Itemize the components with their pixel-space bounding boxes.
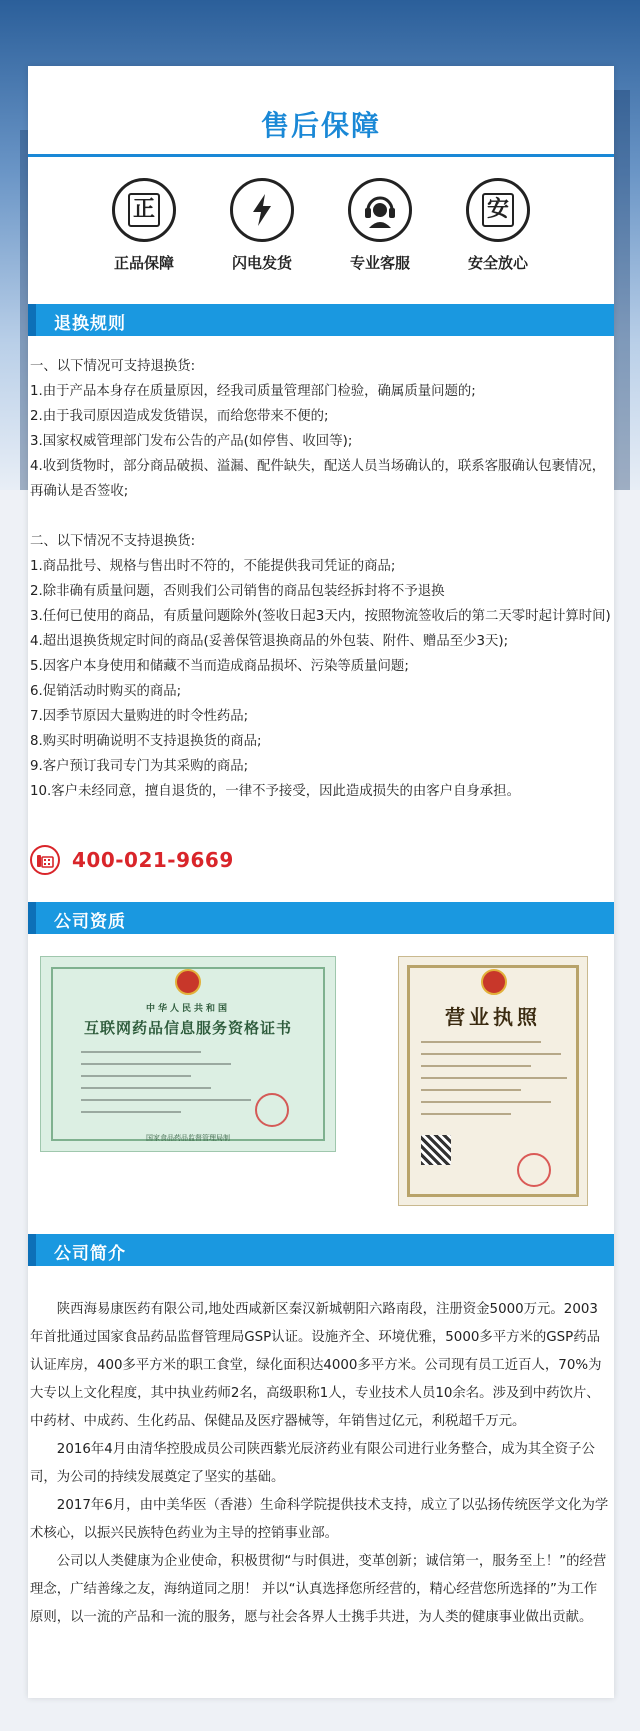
rule-item: 3.国家权威管理部门发布公告的产品(如停售、收回等); [30, 434, 353, 449]
rule-item: 2.由于我司原因造成发货错误，而给您带来不便的; [30, 409, 329, 424]
section-header-returns: 退换规则 [28, 304, 614, 336]
company-intro [30, 1296, 610, 1632]
national-emblem [175, 969, 201, 995]
cert-issuer: 国家食品药品监督管理局制 [146, 1134, 230, 1142]
section-header-intro: 公司简介 [28, 1234, 614, 1266]
rule-item: 4.收到货物时，部分商品破损、溢漏、配件缺失，配送人员当场确认的，联系客服确认包裹情况，再确认是否签收; [30, 459, 606, 499]
business-license [398, 956, 588, 1206]
rule-item: 9.客户预订我司专门为其采购的商品; [30, 759, 249, 774]
section-notch [28, 902, 36, 934]
license-title: 营业执照 [445, 1005, 541, 1029]
rule-item: 5.因客户本身使用和储藏不当而造成商品损坏、污染等质量问题; [30, 659, 409, 674]
internet-drug-info-certificate [40, 956, 336, 1152]
national-emblem [481, 969, 507, 995]
title-underline [28, 154, 614, 157]
official-seal [517, 1153, 551, 1187]
guarantee-label: 闪电发货 [231, 254, 292, 272]
rule-item: 1.商品批号、规格与售出时不符的，不能提供我司凭证的商品; [30, 559, 396, 574]
cert-title: 互联网药品信息服务资格证书 [83, 1019, 292, 1037]
content-panel [28, 66, 614, 1698]
guarantee-customer-service [320, 178, 440, 273]
intro-paragraph: 2016年4月由清华控股成员公司陕西紫光辰济药业有限公司进行业务整合，成为其全资子公司，为公司的持续发展奠定了坚实的基础。 [30, 1442, 595, 1485]
rule-item: 4.超出退换货规定时间的商品(妥善保管退换商品的外包装、附件、赠品至少3天); [30, 634, 509, 649]
phone-number[interactable]: 400-021-9669 [72, 848, 234, 872]
guarantee-fast-delivery [202, 178, 322, 273]
rule-item: 8.购买时明确说明不支持退换货的商品; [30, 734, 262, 749]
intro-paragraph: 公司以人类健康为企业使命，积极贯彻“与时俱进，变革创新；诚信第一，服务至上！”的经营理念，广结善缘之友，海纳道同之朋！ 并以“认真选择您所经营的，精心经营您所选择的”为工作原则，以一流的产品和一流的服务，愿与社会各界人士携手共进，为人类的健康事业做出贡献。 [30, 1554, 607, 1625]
page-title: 售后保障 [260, 109, 381, 142]
safety-icon: 安 [466, 178, 530, 242]
rule-item: 10.客户未经同意，擅自退货的，一律不予接受，因此造成损失的由客户自身承担。 [30, 784, 520, 799]
rule-item: 3.任何已使用的商品，有质量问题除外(签收日起3天内，按照物流签收后的第二天零时起计算时间) [30, 609, 611, 624]
section-header-qualification: 公司资质 [28, 902, 614, 934]
rule-item: 2.除非确有质量问题，否则我们公司销售的商品包装经拆封将不予退换 [30, 584, 445, 599]
lightning-icon [230, 178, 294, 242]
phone-icon [30, 845, 60, 875]
supported-heading: 一、以下情况可支持退换货: [30, 359, 196, 374]
guarantee-label: 正品保障 [113, 254, 174, 272]
return-rules [30, 354, 614, 804]
qr-code-icon [421, 1135, 451, 1165]
guarantee-label: 安全放心 [467, 254, 528, 272]
guarantee-label: 专业客服 [349, 254, 410, 272]
section-notch [28, 304, 36, 336]
guarantee-genuine [84, 178, 204, 273]
headset-icon [348, 178, 412, 242]
guarantee-icons [28, 178, 614, 298]
hotline[interactable] [30, 842, 234, 878]
intro-paragraph: 陕西海易康医药有限公司,地处西咸新区秦汉新城朝阳六路南段，注册资金5000万元。2003年首批通过国家食品药品监督管理局GSP认证。设施齐全、环境优雅，5000多平方米的GSP药品认证库房，400多平方米的职工食堂，绿化面积达4000多平方米。公司现有员工近百人，70%为大专以上文化程度，其中执业药师2名，高级职称1人，专业技术人员10余名。涉及到中药饮片、中药材、中成药、生化药品、保健品及医疗器械等，年销售过亿元，利税超千万元。 [30, 1302, 602, 1429]
official-seal [255, 1093, 289, 1127]
rule-item: 1.由于产品本身存在质量原因，经我司质量管理部门检验，确属质量问题的; [30, 384, 476, 399]
rule-item: 6.促销活动时购买的商品; [30, 684, 182, 699]
intro-paragraph: 2017年6月，由中美华医（香港）生命科学院提供技术支持，成立了以弘扬传统医学文化为学术核心，以振兴民族特色药业为主导的控销事业部。 [30, 1498, 609, 1541]
unsupported-heading: 二、以下情况不支持退换货: [30, 534, 196, 549]
guarantee-safety [438, 178, 558, 273]
section-notch [28, 1234, 36, 1266]
rule-item: 7.因季节原因大量购进的时令性药品; [30, 709, 249, 724]
cert-country: 中华人民共和国 [145, 1004, 230, 1014]
genuine-icon: 正 [112, 178, 176, 242]
